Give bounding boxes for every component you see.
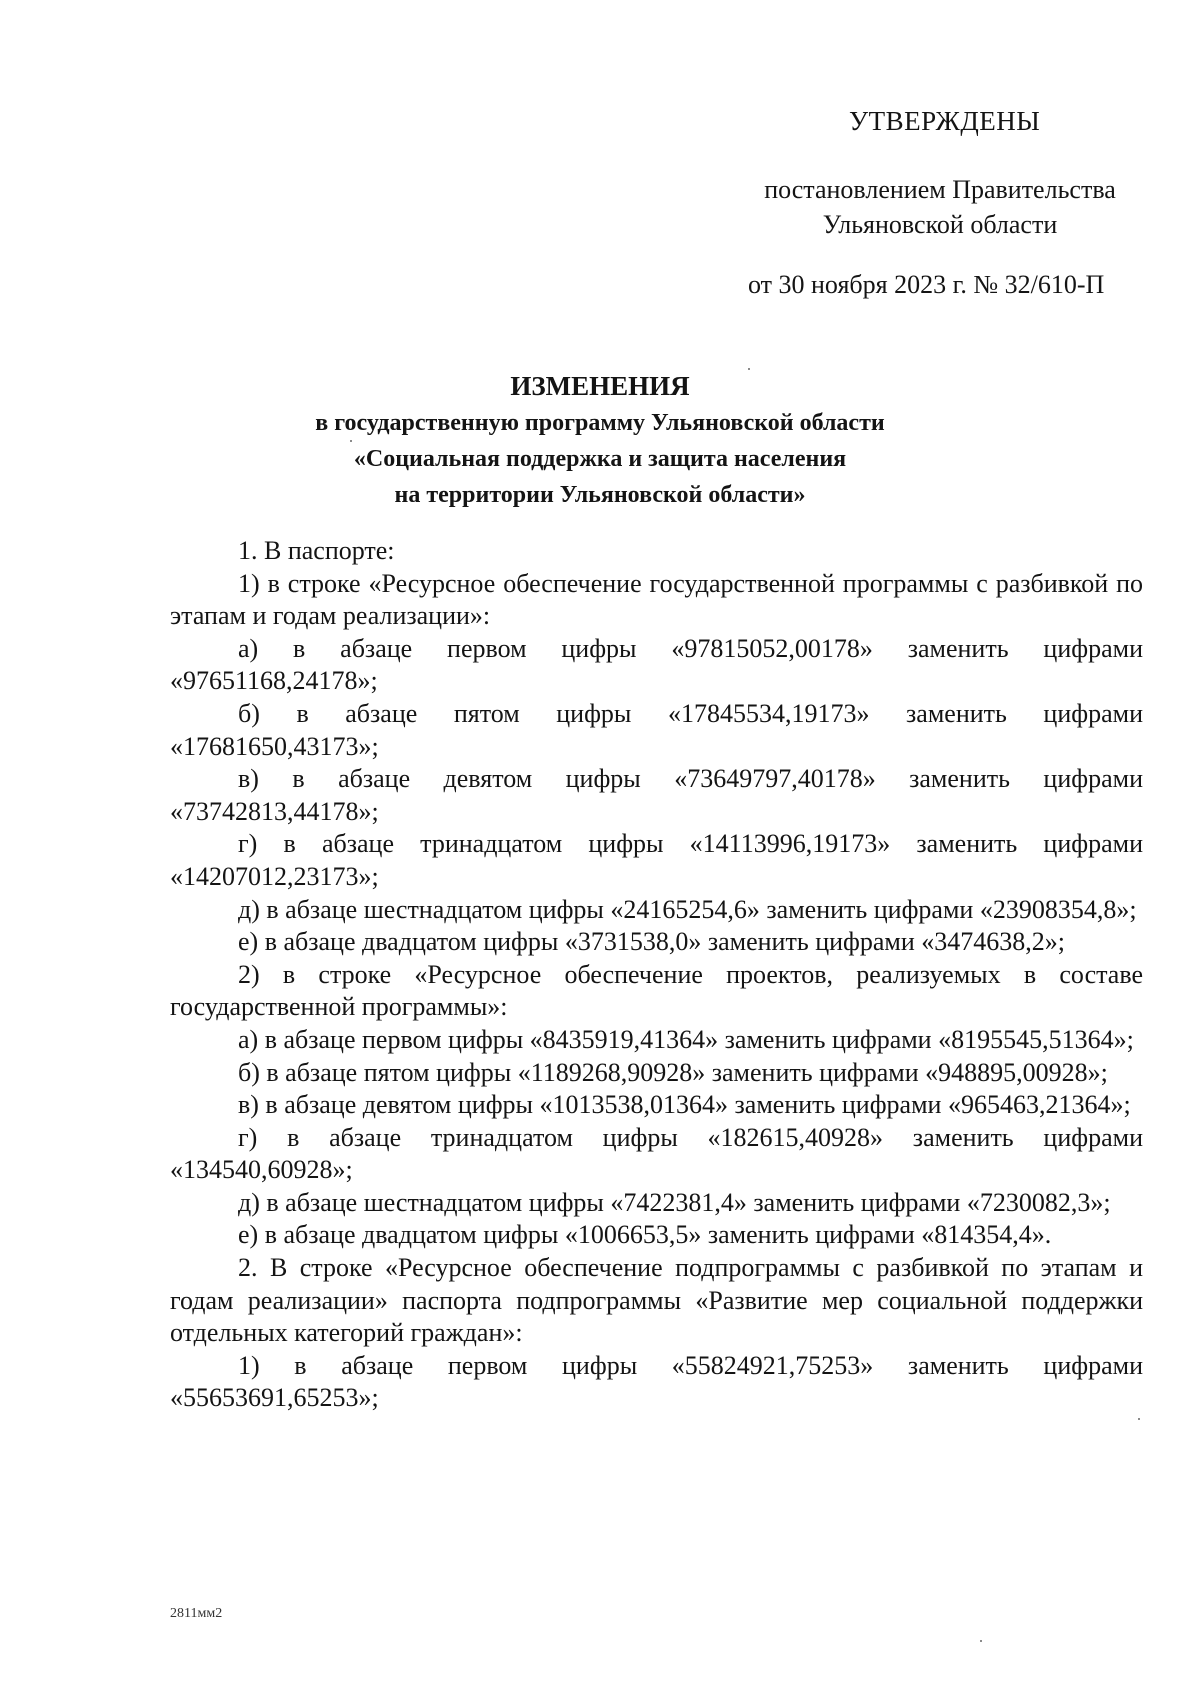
approval-authority-line1: постановлением Правительства xyxy=(764,175,1116,204)
paragraph-1-1-d: д) в абзаце шестнадцатом цифры «24165254,6» заменить цифрами «23908354,8»; xyxy=(238,894,1137,924)
scan-speck xyxy=(1138,1418,1140,1420)
paragraph-1: 1. В паспорте: xyxy=(238,536,395,565)
paragraph-1-2-g: г) в абзаце тринадцатом цифры «182615,40928» заменить цифрами «134540,60928»; xyxy=(170,1122,1143,1185)
approval-date: от 30 ноября 2023 г. № 32/610-П xyxy=(748,270,1105,299)
paragraph-2-1: 1) в абзаце первом цифры «55824921,75253» заменить цифрами «55653691,65253»; xyxy=(170,1350,1143,1413)
scan-speck xyxy=(350,440,352,442)
paragraph-1-1-v: в) в абзаце девятом цифры «73649797,40178» заменить цифрами «73742813,44178»; xyxy=(170,764,1143,826)
document-subtitle-line3: на территории Ульяновской области» xyxy=(394,482,806,508)
paragraph-1-2-e: е) в абзаце двадцатом цифры «1006653,5» заменить цифрами «814354,4». xyxy=(238,1220,1052,1250)
scan-speck xyxy=(748,368,750,370)
approval-authority-line2: Ульяновской области xyxy=(822,210,1058,239)
paragraph-1-1: 1) в строке «Ресурсное обеспечение государственной программы с разбивкой по этапам и годам реализации»: xyxy=(170,568,1143,631)
paragraph-1-1-a: а) в абзаце первом цифры «97815052,00178» заменить цифрами «97651168,24178»; xyxy=(170,633,1143,696)
paragraph-1-2-b: б) в абзаце пятом цифры «1189268,90928» заменить цифрами «948895,00928»; xyxy=(238,1057,1108,1087)
paragraph-1-1-b: б) в абзаце пятом цифры «17845534,19173» заменить цифрами «17681650,43173»; xyxy=(170,698,1143,761)
paragraph-2: 2. В строке «Ресурсное обеспечение подпрограммы с разбивкой по этапам и годам реализации» паспорта подпрограммы «Развитие мер социальной поддержки отдельных категорий граждан»: xyxy=(170,1253,1143,1348)
paragraph-1-1-e: е) в абзаце двадцатом цифры «3731538,0» заменить цифрами «3474638,2»; xyxy=(238,927,1065,957)
paragraph-1-2-v: в) в абзаце девятом цифры «1013538,01364» заменить цифрами «965463,21364»; xyxy=(238,1090,1131,1120)
paragraph-1-2-a: а) в абзаце первом цифры «8435919,41364» заменить цифрами «8195545,51364»; xyxy=(238,1024,1134,1054)
document-subtitle-line1: в государственную программу Ульяновской области xyxy=(315,410,885,436)
document-body xyxy=(170,535,1143,1415)
approval-authority xyxy=(740,172,1140,242)
paragraph-1-1-g: г) в абзаце тринадцатом цифры «14113996,19173» заменить цифрами «14207012,23173»; xyxy=(170,829,1143,891)
approval-title: УТВЕРЖДЕНЫ xyxy=(849,106,1041,136)
document-heading xyxy=(170,368,1030,513)
footer-document-code: 2811мм2 xyxy=(170,1606,223,1621)
document-subtitle-line2: «Социальная поддержка и защита населения xyxy=(353,446,847,472)
paragraph-1-2-d: д) в абзаце шестнадцатом цифры «7422381,4» заменить цифрами «7230082,3»; xyxy=(238,1187,1111,1217)
scan-speck xyxy=(980,1640,982,1642)
paragraph-1-2: 2) в строке «Ресурсное обеспечение проектов, реализуемых в составе государственной программы»: xyxy=(170,959,1143,1022)
document-title: ИЗМЕНЕНИЯ xyxy=(510,371,690,401)
